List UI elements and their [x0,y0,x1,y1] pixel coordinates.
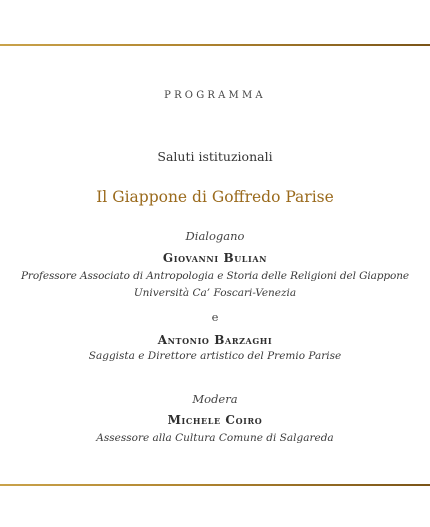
speaker-role-1b: Università Ca’ Foscari-Venezia [133,287,297,299]
greetings-line: Saluti istituzionali [157,149,273,164]
speaker-role-1a: Professore Associato di Antropologia e Storia delle Religioni del Giappone [20,270,410,282]
speaker-name-1: Giovanni Bulian [162,251,268,265]
top-divider [0,44,430,46]
conjunction: e [211,310,219,324]
moderator-role: Assessore alla Cultura Comune di Salgareda [96,432,334,444]
dialogue-label: Dialogano [185,229,245,243]
program-heading: PROGRAMMA [164,90,266,101]
speaker-name-2: Antonio Barzaghi [157,333,273,347]
bottom-divider [0,484,430,486]
speaker-role-2: Saggista e Direttore artistico del Premio Parise [88,350,342,362]
event-title: Il Giappone di Goffredo Parise [96,188,334,206]
moderator-label: Modera [192,392,238,406]
moderator-name: Michele Coiro [167,413,263,427]
